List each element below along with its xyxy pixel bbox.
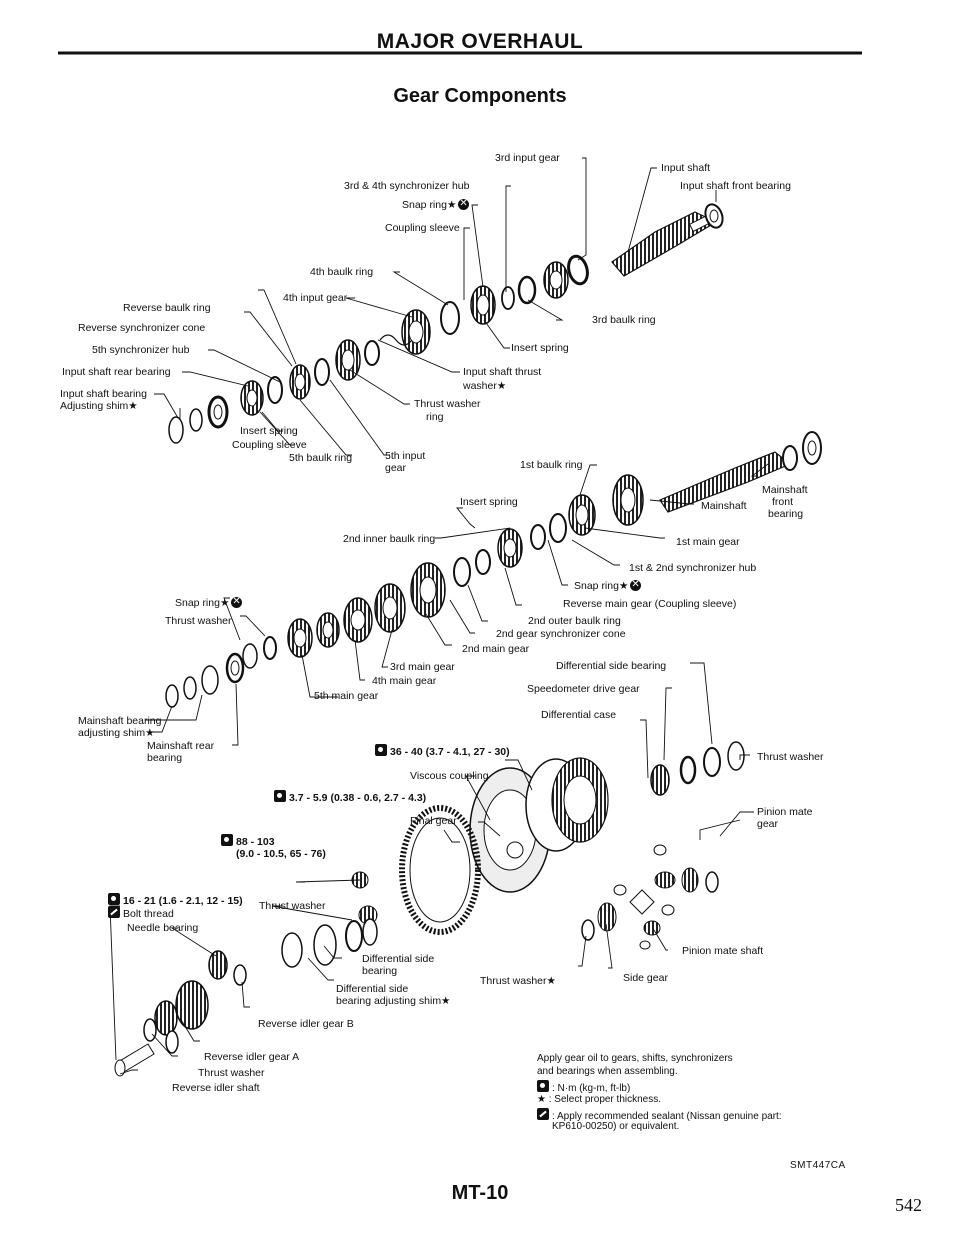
page-footer-label: MT-10 [451,1182,509,1204]
sealant-icon [108,906,120,918]
snap-ring-mark-icon [231,597,242,608]
label-final-gear: Final gear [410,815,457,827]
label-mainshaft-bearing-adjusting-shim-2: adjusting shim★ [78,727,155,739]
label-input-shaft-thrust-washer-1: Input shaft thrust [463,366,542,378]
label-3rd-baulk-ring: 3rd baulk ring [592,314,656,326]
label-4th-main-gear: 4th main gear [372,675,437,687]
label-5th-main-gear: 5th main gear [314,690,379,702]
label-bolt-thread: Bolt thread [108,906,174,920]
label-thrust-washer-right: Thrust washer [757,751,824,763]
label-torque-36-40: 36 - 40 (3.7 - 4.1, 27 - 30) [375,744,510,758]
label-pinion-mate-gear-2: gear [757,818,779,830]
label-4th-baulk-ring: 4th baulk ring [310,266,374,278]
label-4th-input-gear: 4th input gear [283,292,348,304]
label-differential-side-bearing-top: Differential side bearing [556,660,667,672]
label-thrust-washer-ring-2: ring [426,411,444,423]
label-reverse-main-gear: Reverse main gear (Coupling sleeve) [563,598,737,610]
label-5th-input-gear-1: 5th input [385,450,426,462]
label-5th-synchronizer-hub: 5th synchronizer hub [92,344,190,356]
label-mainshaft-front-bearing-2: bearing [768,508,804,520]
label-differential-case: Differential case [541,709,617,721]
label-2nd-inner-baulk-ring: 2nd inner baulk ring [343,533,436,545]
torque-wrench-icon [221,834,233,846]
label-mainshaft: Mainshaft [762,484,808,496]
label-thrust-washer-bottom: Thrust washer★ [480,975,556,987]
note-select-thickness: ★ : Select proper thickness. [537,1094,662,1105]
label-insert-spring-mid: Insert spring [460,496,518,508]
torque-wrench-icon [537,1080,549,1092]
label-mainshaft-rear-bearing-1: Mainshaft rear [147,740,215,752]
mainshaft-gears [243,495,595,668]
label-side-gear: Side gear [623,972,668,984]
label-viscous-coupling: Viscous coupling [410,770,489,782]
label-2nd-gear-synchronizer-cone: 2nd gear synchronizer cone [496,628,626,640]
label-snap-ring-mid: Snap ring★✕ [574,580,641,592]
note-line-2: and bearings when assembling. [537,1066,678,1077]
label-2nd-outer-baulk-ring: 2nd outer baulk ring [528,615,621,627]
label-mainshaft-front-bearing-1: front [772,496,794,508]
label-input-shaft-bearing: Input shaft bearing [60,388,147,400]
snap-ring-mark-icon [630,580,641,591]
synchro-34-parts [380,254,590,354]
label-torque-16-21: 16 - 21 (1.6 - 2.1, 12 - 15) [108,893,243,907]
label-differential-side-bearing-2: bearing [362,965,398,977]
mainshaft-rear-parts [166,654,243,707]
section-title: Gear Components [393,85,567,107]
label-mainshaft-mid: Mainshaft [701,500,747,512]
label-5th-input-gear-2: gear [385,462,407,474]
label-reverse-idler-gear-a: Reverse idler gear A [204,1051,300,1063]
label-1st-main-gear: 1st main gear [676,536,740,548]
label-pinion-mate-gear-1: Pinion mate [757,806,813,818]
label-speedometer-drive-gear: Speedometer drive gear [527,683,640,695]
label-input-shaft-front-bearing: Input shaft front bearing [680,180,791,192]
label-needle-bearing: Needle bearing [127,922,199,934]
label-adjusting-shim: Adjusting shim★ [60,400,138,412]
sealant-icon [537,1108,549,1120]
label-1st-baulk-ring: 1st baulk ring [520,459,583,471]
label-thrust-washer-idler: Thrust washer [198,1067,265,1079]
label-input-shaft-thrust-washer-2: washer★ [463,380,507,392]
label-reverse-idler-gear-b: Reverse idler gear B [258,1018,354,1030]
note-torque-unit: : N·m (kg-m, ft-lb) [537,1080,630,1095]
snap-ring-mark-icon [458,199,469,210]
label-5th-baulk-ring: 5th baulk ring [289,452,353,464]
label-differential-side-bearing-adjusting-shim-1: Differential side [336,983,409,995]
label-mainshaft-bearing-adjusting-shim-1: Mainshaft bearing [78,715,162,727]
label-snap-ring-top: Snap ring★✕ [402,199,469,211]
page-title: MAJOR OVERHAUL [376,30,584,53]
label-torque-3.7-5.9: 3.7 - 5.9 (0.38 - 0.6, 2.7 - 4.3) [274,790,426,804]
label-reverse-synchronizer-cone: Reverse synchronizer cone [78,322,206,334]
input-shaft-assembly [612,202,726,276]
note-sealant-1: : Apply recommended sealant (Nissan genuine part: [537,1108,782,1123]
label-differential-side-bearing-adjusting-shim-2: bearing adjusting shim★ [336,995,451,1007]
label-reverse-idler-shaft: Reverse idler shaft [172,1082,260,1094]
label-pinion-mate-shaft: Pinion mate shaft [682,945,764,957]
label-thrust-washer-diff: Thrust washer [259,900,326,912]
label-torque-88-103-2: (9.0 - 10.5, 65 - 76) [236,848,326,860]
label-reverse-baulk-ring: Reverse baulk ring [123,302,211,314]
label-thrust-washer-ring-1: Thrust washer [414,398,481,410]
label-input-shaft-rear-bearing: Input shaft rear bearing [62,366,171,378]
label-1st-2nd-synchronizer-hub: 1st & 2nd synchronizer hub [629,562,757,574]
torque-wrench-icon [274,790,286,802]
label-snap-ring-left: Snap ring★✕ [175,597,242,609]
label-insert-spring-top: Insert spring [511,342,569,354]
label-coupling-sleeve-top: Coupling sleeve [385,222,460,234]
label-3rd-4th-synchronizer-hub: 3rd & 4th synchronizer hub [344,180,470,192]
label-differential-side-bearing-1: Differential side [362,953,435,965]
label-2nd-main-gear: 2nd main gear [462,643,530,655]
page-number: 542 [895,1195,922,1215]
label-input-shaft: Input shaft [661,162,711,174]
label-3rd-input-gear: 3rd input gear [495,152,560,164]
label-insert-spring-left: Insert spring [240,425,298,437]
label-3rd-main-gear: 3rd main gear [390,661,455,673]
torque-wrench-icon [108,893,120,905]
label-torque-88-103-1: 88 - 103 [221,834,275,848]
label-coupling-sleeve-left: Coupling sleeve [232,439,307,451]
note-sealant-2: KP610-00250) or equivalent. [552,1121,680,1132]
torque-wrench-icon [375,744,387,756]
note-line-1: Apply gear oil to gears, shifts, synchronizers [537,1053,733,1064]
label-mainshaft-rear-bearing-2: bearing [147,752,183,764]
label-thrust-washer-left: Thrust washer [165,615,232,627]
diagram-code: SMT447CA [790,1160,846,1171]
